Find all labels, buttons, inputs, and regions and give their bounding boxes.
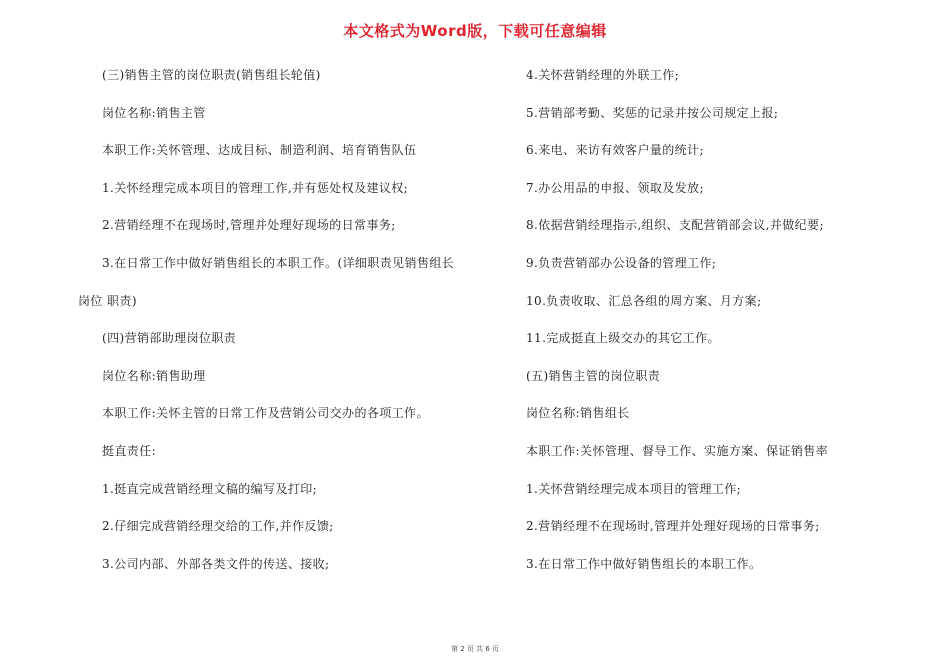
- list-item-continuation: 岗位 职责): [78, 293, 137, 308]
- list-item: 1.关怀经理完成本项目的管理工作,并有惩处权及建议权;: [102, 180, 409, 195]
- list-item: 2.营销经理不在现场时,管理并处理好现场的日常事务;: [102, 218, 396, 233]
- paragraph: 岗位名称:销售组长: [526, 406, 630, 421]
- right-column: [526, 66, 866, 592]
- left-column: [78, 66, 478, 592]
- list-item: 5.营销部考勤、奖惩的记录并按公司规定上报;: [526, 105, 779, 120]
- list-item: 11.完成挺直上级交办的其它工作。: [526, 331, 720, 346]
- paragraph: 本职工作:关怀管理、督导工作、实施方案、保证销售率: [526, 443, 829, 458]
- list-item: 7.办公用品的申报、领取及发放;: [526, 180, 704, 195]
- list-item: 6.来电、来访有效客户量的统计;: [526, 143, 704, 158]
- section-heading: (五)销售主管的岗位职责: [526, 368, 661, 383]
- list-item: 1.挺直完成营销经理文稿的编写及打印;: [102, 481, 318, 496]
- page-number: 第 2 页 共 6 页: [450, 645, 500, 653]
- paragraph: 岗位名称:销售助理: [102, 368, 206, 383]
- list-item: 9.负责营销部办公设备的管理工作;: [526, 255, 717, 270]
- download-banner: 本文格式为Word版，下载可任意编辑: [343, 22, 607, 40]
- section-heading: (三)销售主管的岗位职责(销售组长轮值): [102, 68, 321, 82]
- list-item: 2.仔细完成营销经理交给的工作,并作反馈;: [102, 519, 334, 534]
- list-item: 4.关怀营销经理的外联工作;: [526, 68, 680, 82]
- list-item: 10.负责收取、汇总各组的周方案、月方案;: [526, 293, 762, 308]
- paragraph: 本职工作:关怀主管的日常工作及营销公司交办的各项工作。: [102, 406, 429, 421]
- paragraph: 岗位名称:销售主管: [102, 105, 206, 120]
- list-item: 8.依据营销经理指示,组织、支配营销部会议,并做纪要;: [526, 218, 824, 233]
- list-item: 3.公司内部、外部各类文件的传送、接收;: [102, 556, 330, 571]
- list-item: 3.在日常工作中做好销售组长的本职工作。: [526, 556, 762, 571]
- paragraph: 本职工作:关怀管理、达成目标、制造利润、培育销售队伍: [102, 143, 417, 158]
- list-item: 2.营销经理不在现场时,管理并处理好现场的日常事务;: [526, 519, 820, 534]
- paragraph: 挺直责任:: [102, 443, 157, 458]
- list-item: 3.在日常工作中做好销售组长的本职工作。(详细职责见销售组长: [102, 255, 455, 270]
- list-item: 1.关怀营销经理完成本项目的管理工作;: [526, 481, 742, 496]
- section-heading: (四)营销部助理岗位职责: [102, 331, 237, 346]
